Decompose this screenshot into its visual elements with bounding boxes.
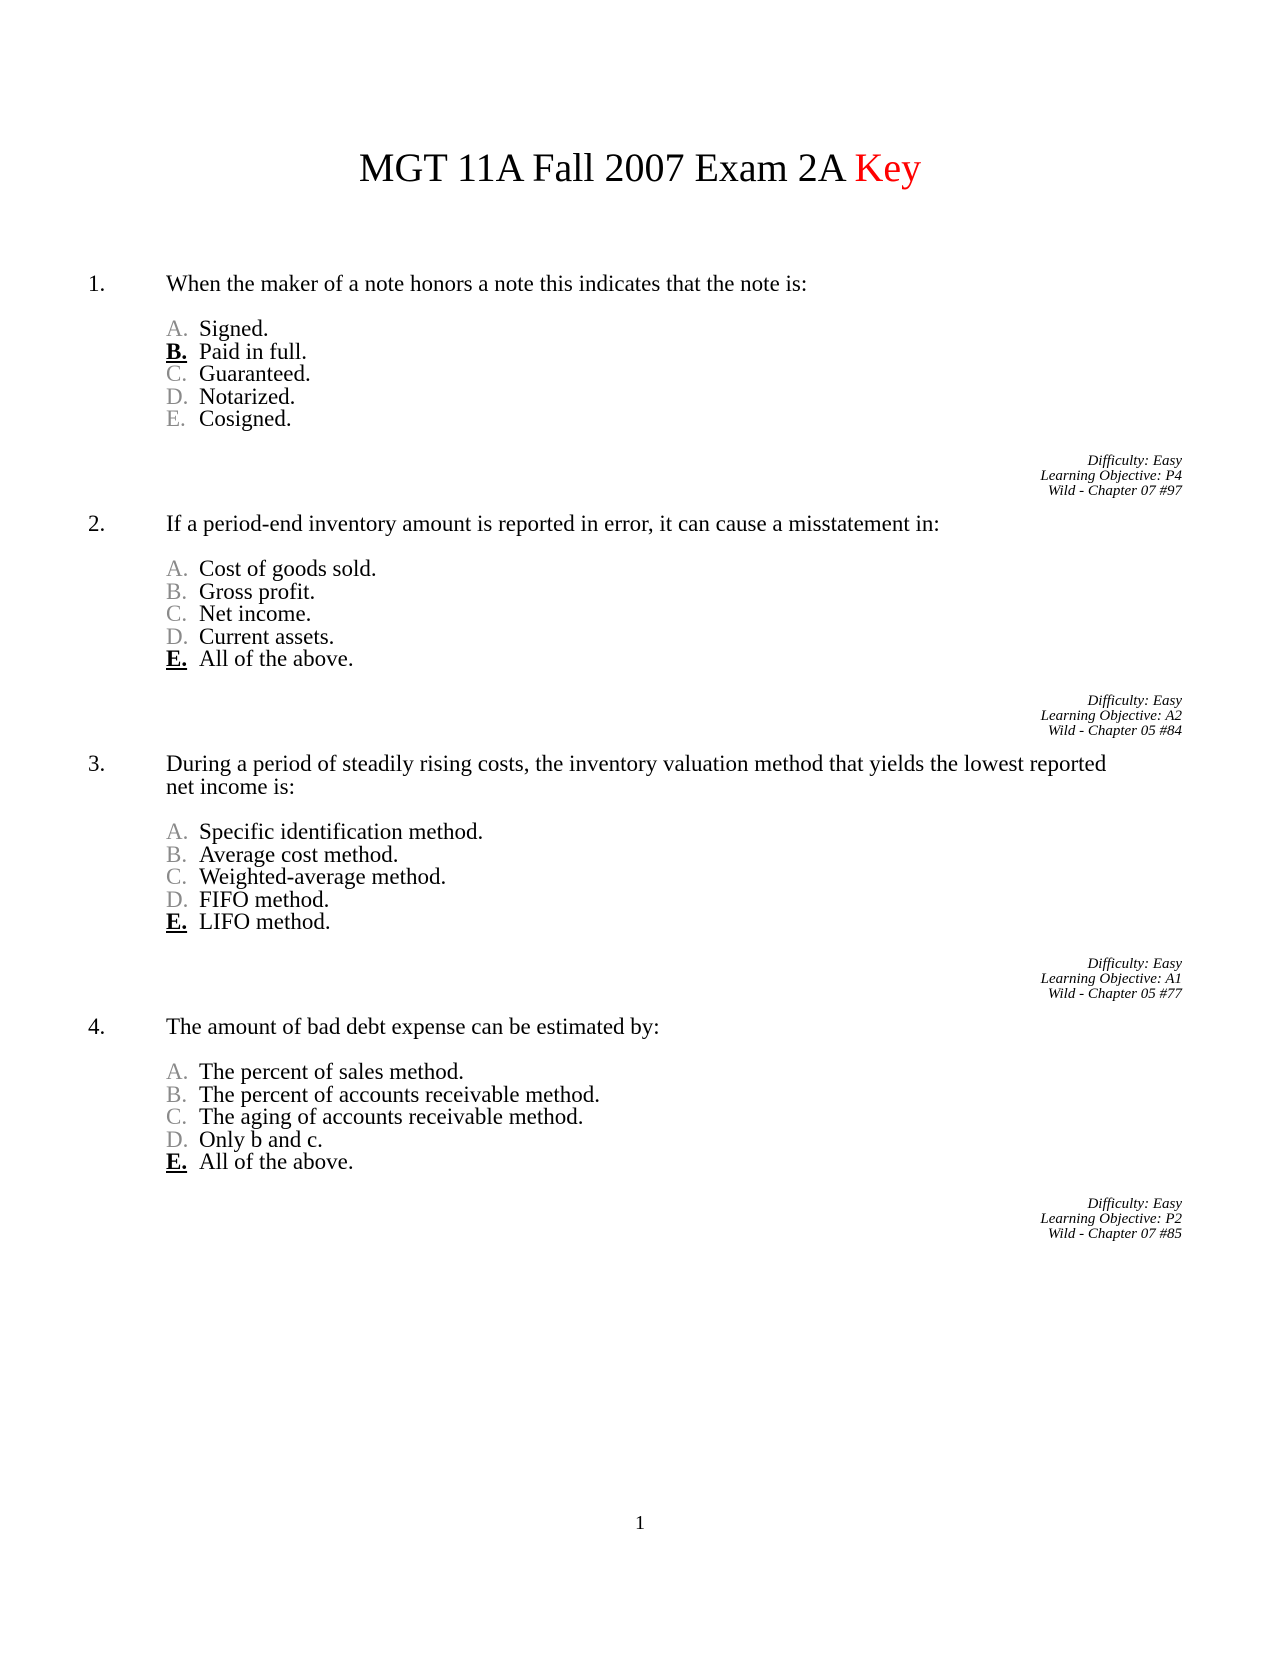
question-number: 4.	[88, 1014, 106, 1039]
option-b	[166, 578, 377, 604]
option-a	[166, 1061, 600, 1084]
option-e	[166, 1151, 600, 1174]
option-text: FIFO method.	[199, 886, 330, 912]
option-a	[166, 318, 311, 341]
option-text: Weighted-average method.	[199, 864, 447, 889]
option-d	[166, 886, 483, 912]
option-letter: A.	[166, 819, 189, 844]
option-letter: D.	[166, 1126, 189, 1152]
option-text: All of the above.	[199, 646, 354, 671]
difficulty-label: Difficulty: Easy	[1087, 693, 1182, 709]
difficulty-label: Difficulty: Easy	[1087, 453, 1182, 469]
option-d	[166, 383, 311, 409]
question-metadata	[1040, 454, 1182, 499]
option-a	[166, 821, 483, 844]
option-text: Paid in full.	[199, 338, 307, 364]
page-number: 1	[635, 1512, 645, 1534]
source-label: Wild - Chapter 07 #97	[1047, 483, 1182, 499]
option-letter: B.	[166, 1081, 188, 1107]
difficulty-label: Difficulty: Easy	[1087, 956, 1182, 972]
difficulty-label: Difficulty: Easy	[1087, 1196, 1182, 1212]
option-b	[166, 338, 311, 364]
option-d	[166, 623, 377, 649]
question-text: During a period of steadily rising costs, the inventory valuation method that yields the lowest reported net income is:	[166, 751, 1107, 799]
option-text: The percent of accounts receivable method.	[199, 1081, 601, 1107]
option-letter: D.	[166, 886, 189, 912]
option-text: Guaranteed.	[199, 361, 311, 386]
question-number: 1.	[88, 271, 106, 296]
option-text: LIFO method.	[199, 909, 331, 934]
source-label: Wild - Chapter 07 #85	[1047, 1226, 1182, 1242]
option-letter: B.	[166, 578, 188, 604]
option-letter: A.	[166, 1059, 189, 1084]
option-text: Only b and c.	[199, 1126, 323, 1152]
option-b	[166, 1081, 601, 1107]
option-e	[166, 408, 311, 431]
source-label: Wild - Chapter 05 #77	[1047, 986, 1182, 1002]
learning-objective-label: Learning Objective: P4	[1040, 468, 1182, 484]
option-text: Gross profit.	[199, 578, 316, 604]
option-text: Signed.	[199, 316, 269, 341]
exam-title-key: Key	[854, 145, 922, 190]
option-letter: C.	[166, 601, 188, 626]
option-text: All of the above.	[199, 1149, 354, 1174]
option-letter: B.	[166, 841, 188, 867]
question-metadata	[1040, 1197, 1182, 1242]
option-letter: C.	[166, 864, 188, 889]
option-b	[166, 841, 483, 867]
option-text: Average cost method.	[199, 841, 399, 867]
option-letter: E.	[166, 1149, 188, 1174]
option-letter: D.	[166, 623, 189, 649]
option-letter: C.	[166, 1104, 188, 1129]
option-letter: E.	[166, 406, 186, 431]
answer-options	[166, 318, 311, 431]
option-letter: C.	[166, 361, 188, 386]
option-e	[166, 648, 377, 671]
option-letter: A.	[166, 556, 189, 581]
option-letter: D.	[166, 383, 189, 409]
option-text: Current assets.	[199, 623, 335, 649]
option-c	[166, 1106, 600, 1129]
option-text: Cosigned.	[199, 406, 292, 431]
option-letter: E.	[166, 646, 188, 671]
learning-objective-label: Learning Objective: A1	[1040, 971, 1182, 987]
question-metadata	[1041, 694, 1182, 739]
question-text: The amount of bad debt expense can be estimated by:	[166, 1014, 660, 1039]
option-text: The aging of accounts receivable method.	[199, 1104, 584, 1129]
option-text: Notarized.	[199, 383, 296, 409]
option-d	[166, 1126, 600, 1152]
learning-objective-label: Learning Objective: A2	[1040, 708, 1182, 724]
source-label: Wild - Chapter 05 #84	[1047, 723, 1182, 739]
question-metadata	[1041, 957, 1182, 1002]
question-number: 2.	[88, 511, 106, 536]
option-e	[166, 911, 483, 934]
option-c	[166, 866, 483, 889]
option-text: Net income.	[199, 601, 312, 626]
question-number: 3.	[88, 751, 106, 776]
option-letter: A.	[166, 316, 189, 341]
answer-options	[166, 821, 483, 934]
option-letter: B.	[166, 338, 188, 364]
option-text: The percent of sales method.	[199, 1059, 465, 1084]
option-a	[166, 558, 377, 581]
answer-options	[166, 558, 377, 671]
option-c	[166, 363, 311, 386]
learning-objective-label: Learning Objective: P2	[1040, 1211, 1182, 1227]
option-c	[166, 603, 377, 626]
answer-options	[166, 1061, 600, 1174]
option-text: Specific identification method.	[199, 819, 484, 844]
question-text: If a period-end inventory amount is reported in error, it can cause a misstatement in:	[166, 511, 940, 536]
option-letter: E.	[166, 909, 188, 934]
exam-title	[0, 144, 1280, 192]
option-text: Cost of goods sold.	[199, 556, 377, 581]
exam-title-main: MGT 11A Fall 2007 Exam 2A	[358, 145, 845, 190]
question-text: When the maker of a note honors a note this indicates that the note is:	[166, 271, 808, 296]
